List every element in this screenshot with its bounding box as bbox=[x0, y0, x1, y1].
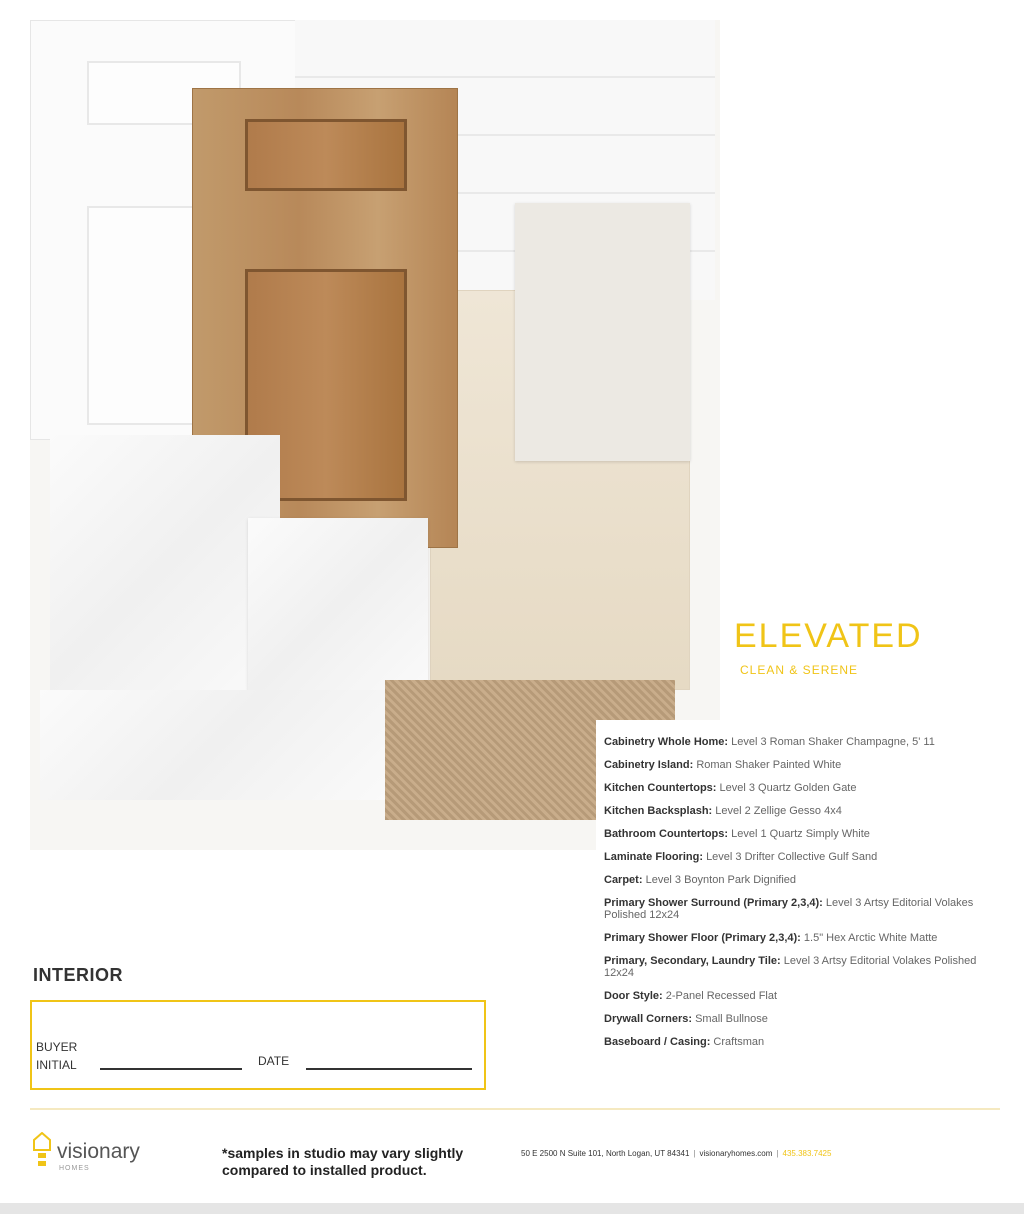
spec-label: Bathroom Countertops: bbox=[604, 828, 729, 840]
marble-tile-sample bbox=[50, 435, 280, 695]
spec-item bbox=[604, 874, 996, 886]
spec-item bbox=[604, 955, 996, 979]
spec-item bbox=[604, 759, 996, 771]
spec-item bbox=[604, 897, 996, 921]
footer-divider bbox=[30, 1108, 1000, 1110]
spec-item bbox=[604, 805, 996, 817]
website-link[interactable]: visionaryhomes.com bbox=[699, 1149, 773, 1158]
spec-label: Kitchen Countertops: bbox=[604, 782, 717, 794]
spec-item bbox=[604, 990, 996, 1002]
spec-value: Craftsman bbox=[713, 1036, 765, 1048]
spec-value: 2-Panel Recessed Flat bbox=[665, 990, 778, 1002]
contact-info: 50 E 2500 N Suite 101, North Logan, UT 84341 | visionaryhomes.com | 435.383.7425 bbox=[521, 1149, 832, 1158]
spec-item bbox=[604, 828, 996, 840]
spec-label: Primary, Secondary, Laundry Tile: bbox=[604, 955, 781, 967]
spec-item bbox=[604, 932, 996, 944]
spec-item bbox=[604, 1013, 996, 1025]
collection-subtitle: CLEAN & SERENE bbox=[740, 663, 859, 677]
buyer-initial-box bbox=[30, 1000, 486, 1090]
spec-value: Level 3 Drifter Collective Gulf Sand bbox=[706, 851, 878, 863]
spec-label: Door Style: bbox=[604, 990, 663, 1002]
spec-item bbox=[604, 1036, 996, 1048]
date-signature-line[interactable] bbox=[306, 1068, 472, 1070]
spec-value: Level 3 Artsy Editorial Volakes Polished 12x24 bbox=[604, 955, 977, 979]
spec-value: Level 3 Artsy Editorial Volakes Polished 12x24 bbox=[604, 897, 974, 921]
spec-value: Level 3 Roman Shaker Champagne, 5' 11 bbox=[731, 736, 935, 748]
spec-label: Kitchen Backsplash: bbox=[604, 805, 713, 817]
specs-list bbox=[596, 720, 1006, 1090]
spec-item bbox=[604, 736, 996, 748]
visionary-homes-logo bbox=[33, 1132, 163, 1178]
collection-title: ELEVATED bbox=[734, 617, 923, 655]
spec-value: Level 2 Zellige Gesso 4x4 bbox=[715, 805, 842, 817]
buyer-initial-label bbox=[36, 1038, 77, 1074]
address: 50 E 2500 N Suite 101, North Logan, UT 84341 bbox=[521, 1149, 690, 1158]
spec-value: 1.5" Hex Arctic White Matte bbox=[803, 932, 938, 944]
spec-value: Level 1 Quartz Simply White bbox=[731, 828, 870, 840]
spec-label: Carpet: bbox=[604, 874, 643, 886]
spec-label: Laminate Flooring: bbox=[604, 851, 703, 863]
buyer-label-line1: BUYER bbox=[36, 1040, 78, 1054]
interior-heading: INTERIOR bbox=[33, 965, 124, 985]
bottom-bar bbox=[0, 1203, 1024, 1214]
spec-label: Primary Shower Surround (Primary 2,3,4): bbox=[604, 897, 823, 909]
spec-label: Drywall Corners: bbox=[604, 1013, 693, 1025]
quartz-countertop-sample bbox=[515, 203, 690, 461]
spec-item bbox=[604, 782, 996, 794]
phone-number[interactable]: 435.383.7425 bbox=[782, 1149, 832, 1158]
spec-label: Cabinetry Whole Home: bbox=[604, 736, 729, 748]
spec-value: Roman Shaker Painted White bbox=[696, 759, 842, 771]
initial-signature-line[interactable] bbox=[100, 1068, 242, 1070]
spec-label: Baseboard / Casing: bbox=[604, 1036, 711, 1048]
quartz-simply-white-sample bbox=[248, 518, 428, 693]
samples-disclaimer: *samples in studio may vary slightly compared to installed product. bbox=[222, 1145, 464, 1178]
spec-value: Small Bullnose bbox=[695, 1013, 768, 1025]
large-marble-tile-sample bbox=[40, 690, 390, 800]
buyer-label-line2: INITIAL bbox=[36, 1058, 77, 1072]
logo-wordmark: visionary bbox=[57, 1140, 140, 1163]
spec-label: Primary Shower Floor (Primary 2,3,4): bbox=[604, 932, 801, 944]
logo-subtext: HOMES bbox=[59, 1165, 90, 1172]
spec-item bbox=[604, 851, 996, 863]
spec-value: Level 3 Quartz Golden Gate bbox=[719, 782, 857, 794]
spec-label: Cabinetry Island: bbox=[604, 759, 694, 771]
spec-value: Level 3 Boynton Park Dignified bbox=[645, 874, 797, 886]
house-logo-icon bbox=[33, 1132, 51, 1168]
date-label: DATE bbox=[258, 1054, 290, 1068]
